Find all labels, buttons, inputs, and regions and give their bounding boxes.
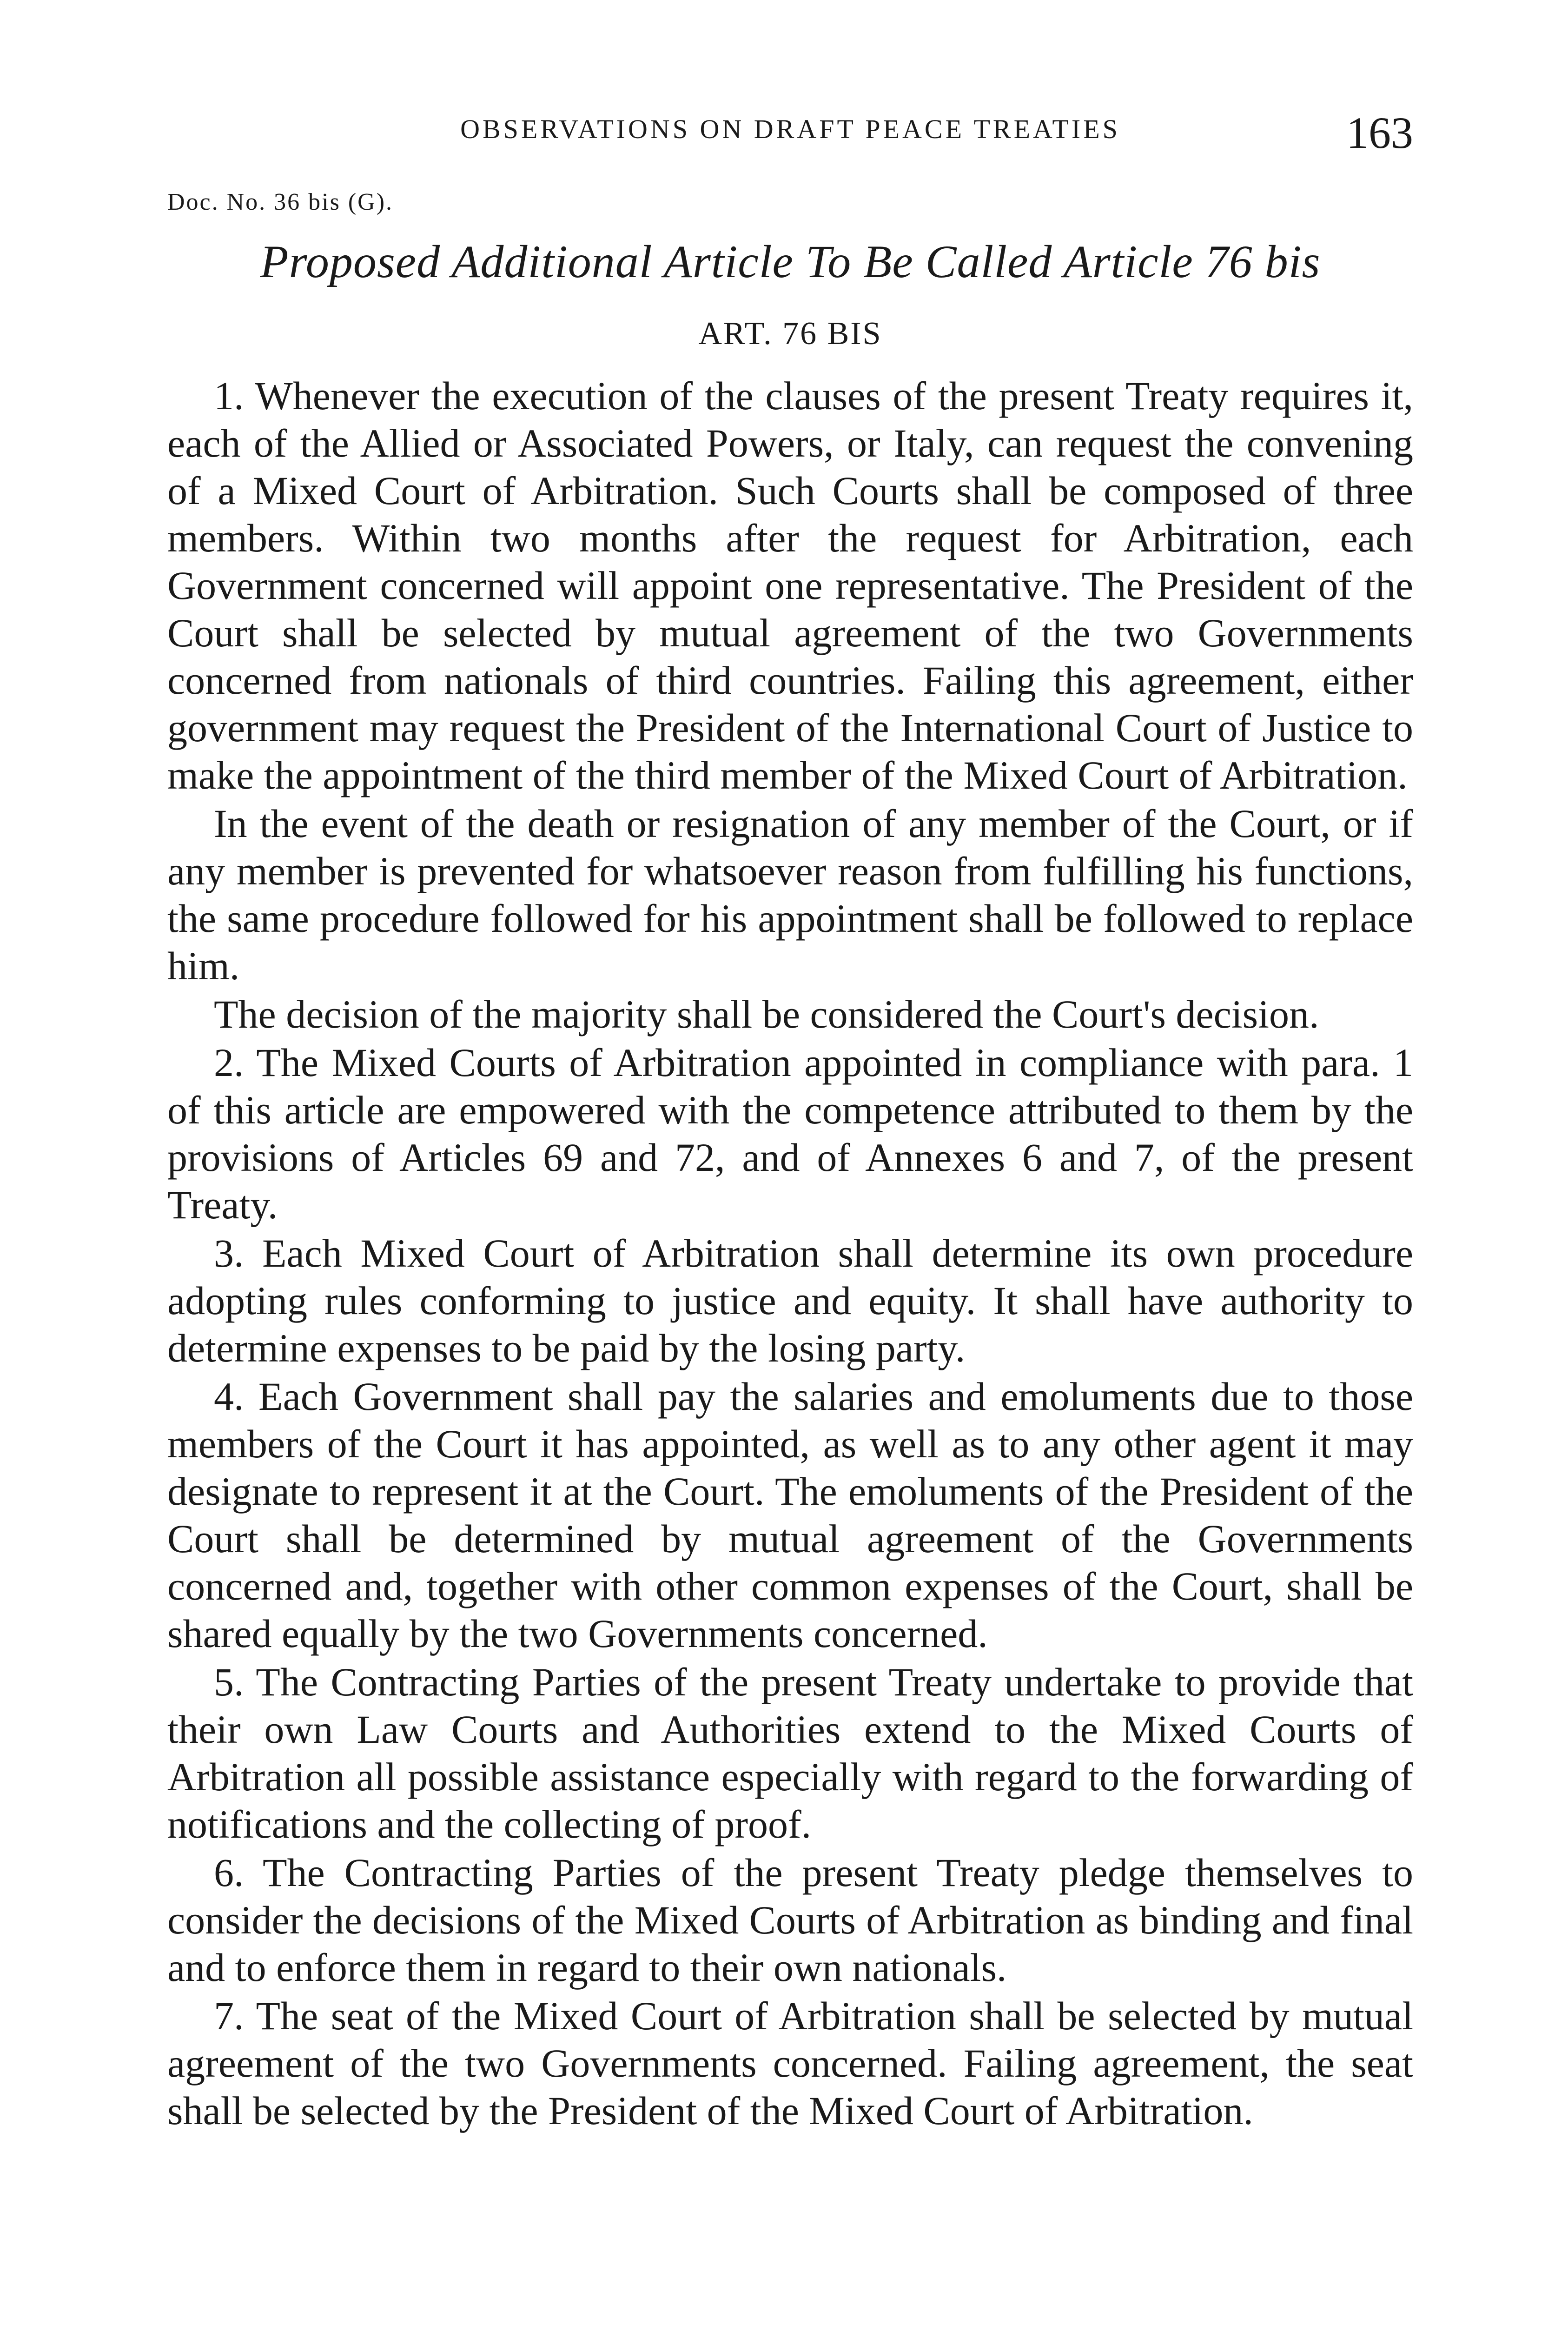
- article-title: Proposed Additional Article To Be Called Article 76 bis: [260, 236, 1321, 287]
- paragraph-vacancy: In the event of the death or resignation of any member of the Court, or if any member is prevented for whatsoever reason from fulfilling his functions, the same procedure followed for his appointment shall be followed to replace him.: [167, 801, 1413, 988]
- document-reference: Doc. No. 36 bis (G).: [167, 189, 394, 215]
- article-label: ART. 76 BIS: [698, 316, 882, 352]
- page-header: [167, 107, 1413, 158]
- paragraph-2: 2. The Mixed Courts of Arbitration appointed in compliance with para. 1 of this article are empowered with the competence attributed to them by the provisions of Articles 69 and 72, and of Annexes 6 and 7, of the present Treaty.: [167, 1040, 1413, 1227]
- running-title: OBSERVATIONS ON DRAFT PEACE TREATIES: [460, 114, 1120, 144]
- paragraph-1: 1. Whenever the execution of the clauses of the present Treaty requires it, each of the Allied or Associated Powers, or Italy, can request the convening of a Mixed Court of Arbitration. Such Courts shall be composed of three members. Within two months after the request for Arbitration, each Government concerned will appoint one representative. The President of the Court shall be selected by mutual agreement of the two Governments concerned from nationals of third countries. Failing this agreement, either government may request the President of the International Court of Justice to make the appointment of the third member of the Mixed Court of Arbitration.: [167, 373, 1413, 797]
- paragraph-4: 4. Each Government shall pay the salaries and emoluments due to those members of the Court it has appointed, as well as to any other agent it may designate to represent it at the Court. The emoluments of the President of the Court shall be determined by mutual agreement of the Governments concerned and, together with other common expenses of the Court, shall be shared equally by the two Governments concerned.: [167, 1374, 1413, 1656]
- article-body: [167, 372, 1413, 2135]
- paragraph-3: 3. Each Mixed Court of Arbitration shall determine its own procedure adopting rules conforming to justice and equity. It shall have authority to determine expenses to be paid by the losing party.: [167, 1231, 1413, 1370]
- paragraph-5: 5. The Contracting Parties of the present Treaty undertake to provide that their own Law Courts and Authorities extend to the Mixed Courts of Arbitration all possible assistance especially with regard to the forwarding of notifications and the collecting of proof.: [167, 1660, 1413, 1847]
- paragraph-7: 7. The seat of the Mixed Court of Arbitration shall be selected by mutual agreement of the two Governments concerned. Failing agreement, the seat shall be selected by the President of the Mixed Court of Arbitration.: [167, 1993, 1413, 2133]
- paragraph-6: 6. The Contracting Parties of the present Treaty pledge themselves to consider the decisions of the Mixed Courts of Arbitration as binding and final and to enforce them in regard to their own nationals.: [167, 1850, 1413, 1990]
- paragraph-majority: The decision of the majority shall be considered the Court's decision.: [214, 992, 1319, 1036]
- page-number: 163: [1346, 108, 1413, 158]
